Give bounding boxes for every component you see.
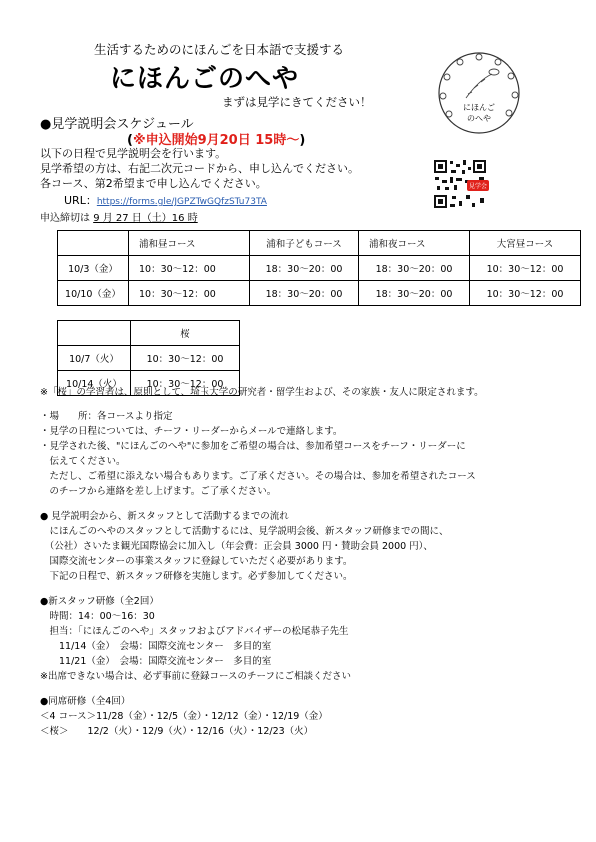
staff-flow-heading: ● 見学説明会から、新スタッフとして活動するまでの流れ (40, 511, 289, 522)
joint-heading: ●同席研修（全4回） (40, 696, 131, 707)
subtitle: まずは見学にきてください！ (222, 95, 372, 109)
date-cell: 10/10（金） (58, 281, 129, 306)
info-line: ただし、ご希望に添えない場合もあります。ご了承ください。その場合は、参加を希望されたコース (40, 471, 476, 482)
joint-line: ＜桜＞ 12/2（火）・12/9（火）・12/16（火）・12/23（火） (40, 726, 314, 737)
time-cell: 10：30～12：00 (129, 256, 250, 281)
deadline: 申込締切は 9 月 27 日（土）16 時 (40, 213, 198, 224)
info-line: ・見学の日程については、チーフ・リーダーからメールで連絡します。 (40, 426, 343, 437)
table-header-cell: 大宮昼コース (470, 231, 581, 256)
intro-line: 見学希望の方は、右記二次元コードから、申し込んでください。 (40, 162, 359, 175)
section-heading: ●見学説明会スケジュール (40, 117, 194, 132)
time-cell: 10：30～12：00 (470, 281, 581, 306)
table-header-cell (58, 321, 131, 346)
intro-line: 各コース、第2希望まで申し込んでください。 (40, 177, 267, 190)
training-line: 時間：14：00～16：30 (40, 611, 155, 622)
training-line: 担当：「にほんごのへや」スタッフおよびアドバイザーの松尾恭子先生 (40, 626, 349, 637)
date-cell: 10/3（金） (58, 256, 129, 281)
place-note: ・場 所：各コースより指定 (40, 411, 173, 422)
training-note: ※出席できない場合は、必ず事前に登録コースのチーフにご相談ください (40, 671, 352, 682)
table-header-cell: 浦和昼コース (129, 231, 250, 256)
staff-flow-line: 国際交流センターの事業スタッフに登録していただく必要があります。 (40, 556, 353, 567)
staff-flow-line: 下記の日程で、新スタッフ研修を実施します。必ず参加してください。 (40, 571, 353, 582)
url-line (64, 192, 267, 208)
url-label: URL： (64, 194, 97, 207)
time-cell: 18：30～20：00 (250, 281, 359, 306)
training-heading: ●新スタッフ研修（全2回） (40, 596, 159, 607)
training-line: 11/14（金） 会場：国際交流センター 多目的室 (40, 641, 272, 652)
table-row (58, 346, 240, 371)
table-header-cell: 桜 (131, 321, 240, 346)
info-line: のチーフから連絡を差し上げます。ご了承ください。 (40, 486, 277, 497)
date-cell: 10/14（火） (58, 371, 131, 396)
qr-badge: 見学会 (467, 180, 489, 191)
main-schedule-table (57, 230, 581, 306)
tagline: 生活するためのにほんごを日本語で支援する (94, 42, 345, 57)
table-header-cell: 浦和夜コース (359, 231, 470, 256)
page-title: にほんごのへや (110, 64, 300, 94)
time-cell: 10：30～12：00 (129, 281, 250, 306)
staff-flow-line: にほんごのへやのスタッフとして活動するには、見学説明会後、新スタッフ研修までの間に、 (40, 526, 449, 537)
table-row (58, 281, 581, 306)
time-cell: 18：30～20：00 (359, 281, 470, 306)
form-link[interactable]: https://forms.gle/JGPZTwGQfzSTu73TA (96, 197, 267, 207)
date-cell: 10/7（火） (58, 346, 131, 371)
time-cell: 18：30～20：00 (359, 256, 470, 281)
time-cell: 18：30～20：00 (250, 256, 359, 281)
table-header-cell (58, 231, 129, 256)
time-cell: 10：30～12：00 (131, 346, 240, 371)
time-cell: 10：30～12：00 (470, 256, 581, 281)
training-line: 11/21（金） 会場：国際交流センター 多目的室 (40, 656, 272, 667)
application-start-date: ※申込開始9月20日 15時～ (132, 133, 300, 148)
application-start: (※申込開始9月20日 15時～) (127, 133, 306, 148)
info-line: 伝えてください。 (40, 456, 126, 467)
sakura-note: ※「桜」の学習者は、原則として、埼玉大学の研究者・留学生および、その家族・友人に限定されます。 (40, 387, 484, 398)
table-header-cell: 浦和子どもコース (250, 231, 359, 256)
logo-text-top: にほんご (463, 103, 495, 112)
intro-line: 以下の日程で見学説明会を行います。 (40, 147, 227, 160)
deadline-value: 9 月 27 日（土）16 時 (93, 213, 198, 224)
time-cell: 10：30～12：00 (131, 371, 240, 396)
joint-line: ＜4 コース＞11/28（金）・12/5（金）・12/12（金）・12/19（金） (40, 711, 328, 722)
table-header-row (58, 321, 240, 346)
table-row (58, 256, 581, 281)
nihongo-no-heya-logo (436, 50, 522, 136)
info-line: ・見学された後、"にほんごのへや"に参加をご希望の場合は、参加希望コースをチーフ・リーダーに (40, 441, 466, 452)
staff-flow-line: （公社）さいたま観光国際協会に加入し（年会費：正会員 3000 円・賛助会員 2000 円）、 (40, 541, 433, 552)
table-header-row (58, 231, 581, 256)
logo-text-bottom: のへや (467, 114, 491, 123)
